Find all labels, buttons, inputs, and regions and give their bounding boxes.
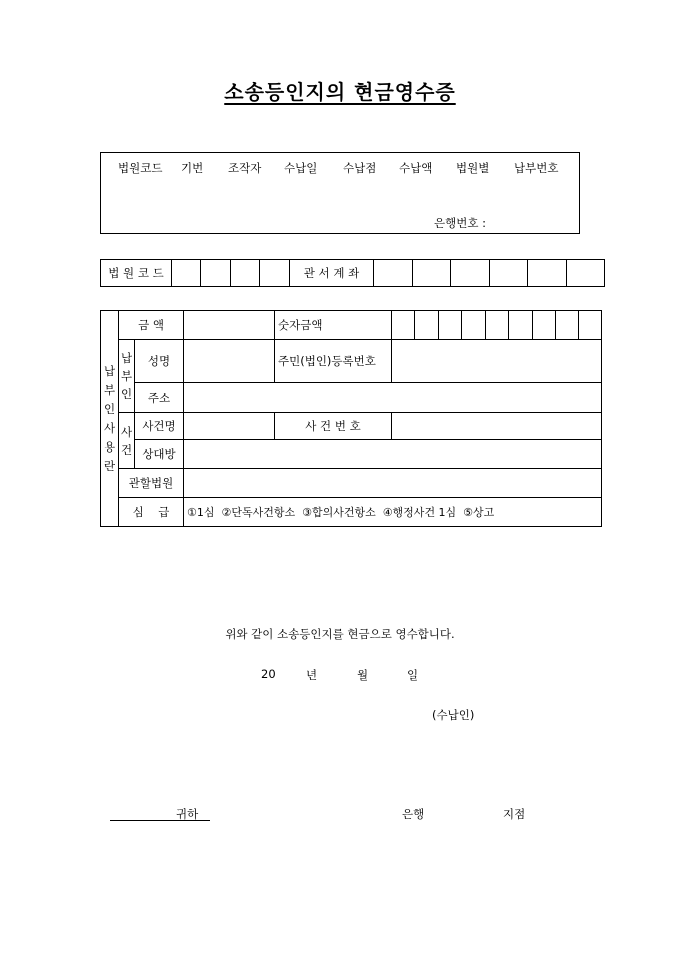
digit-cell[interactable] [579, 311, 602, 340]
header-field: 법원코드 [118, 161, 163, 175]
receipt-statement: 위와 같이 소송등인지를 현금으로 영수합니다. [225, 627, 455, 641]
court-code-cell[interactable] [201, 260, 231, 287]
case-number-label: 사 건 번 호 [275, 413, 392, 440]
opponent-field[interactable] [184, 440, 602, 469]
header-field: 조작자 [228, 161, 262, 175]
account-cell[interactable] [413, 260, 451, 287]
branch-label: 지점 [503, 807, 526, 821]
digit-cell[interactable] [392, 311, 415, 340]
date-day-label: 일 [407, 668, 419, 682]
payer-group-text: 납부인 [120, 351, 133, 401]
header-field: 납부번호 [514, 161, 559, 175]
court-field[interactable] [184, 469, 602, 498]
instance-options[interactable]: ①1심 ②단독사건항소 ③합의사건항소 ④행정사건 1심 ⑤상고 [184, 498, 602, 527]
instance-label: 심 급 [119, 498, 184, 527]
account-cell[interactable] [490, 260, 528, 287]
digit-cell[interactable] [556, 311, 579, 340]
amount-field[interactable] [184, 311, 275, 340]
case-name-field[interactable] [184, 413, 275, 440]
digit-cell[interactable] [533, 311, 556, 340]
payer-form-table [100, 310, 602, 527]
digit-cell[interactable] [415, 311, 439, 340]
document-title [0, 76, 680, 105]
court-code-cell[interactable] [231, 260, 260, 287]
address-field[interactable] [184, 383, 602, 413]
account-cell[interactable] [451, 260, 490, 287]
case-group-label [119, 413, 135, 469]
payer-section-text: 납부인사용란 [103, 363, 116, 473]
digit-cell[interactable] [439, 311, 462, 340]
digit-cell[interactable] [462, 311, 486, 340]
account-cell[interactable] [567, 260, 605, 287]
bank-processing-box [100, 152, 580, 234]
header-field: 수납점 [343, 161, 377, 175]
office-account-label: 관 서 계 좌 [290, 260, 374, 287]
court-code-cell[interactable] [260, 260, 290, 287]
addressee-label: 귀하 [176, 807, 199, 821]
name-field[interactable] [184, 340, 275, 383]
court-account-table [100, 259, 605, 287]
address-label: 주소 [135, 383, 184, 413]
name-label: 성명 [135, 340, 184, 383]
receiver-sign-label: (수납인) [432, 708, 475, 722]
title-text: 소송등인지의 현금영수증 [224, 80, 456, 104]
date-year-label: 년 [306, 668, 318, 682]
amount-label: 금 액 [119, 311, 184, 340]
case-number-field[interactable] [392, 413, 602, 440]
opponent-label: 상대방 [135, 440, 184, 469]
case-group-text: 사건 [120, 424, 133, 457]
court-code-label: 법 원 코 드 [101, 260, 172, 287]
date-month-label: 월 [357, 668, 369, 682]
bank-number-label: 은행번호 : [434, 216, 486, 230]
header-field: 법원별 [456, 161, 490, 175]
court-label: 관할법원 [119, 469, 184, 498]
id-number-label: 주민(법인)등록번호 [275, 340, 392, 383]
numeric-amount-label: 숫자금액 [275, 311, 392, 340]
digit-cell[interactable] [486, 311, 509, 340]
header-field: 수납일 [284, 161, 318, 175]
account-cell[interactable] [528, 260, 567, 287]
header-field: 수납액 [399, 161, 433, 175]
header-field: 기번 [181, 161, 204, 175]
payer-section-label [101, 311, 119, 527]
bank-label: 은행 [402, 807, 425, 821]
payer-group-label [119, 340, 135, 413]
digit-cell[interactable] [509, 311, 533, 340]
id-number-field[interactable] [392, 340, 602, 383]
court-code-cell[interactable] [172, 260, 201, 287]
case-name-label: 사건명 [135, 413, 184, 440]
account-cell[interactable] [374, 260, 413, 287]
date-year-prefix: 20 [261, 667, 276, 681]
